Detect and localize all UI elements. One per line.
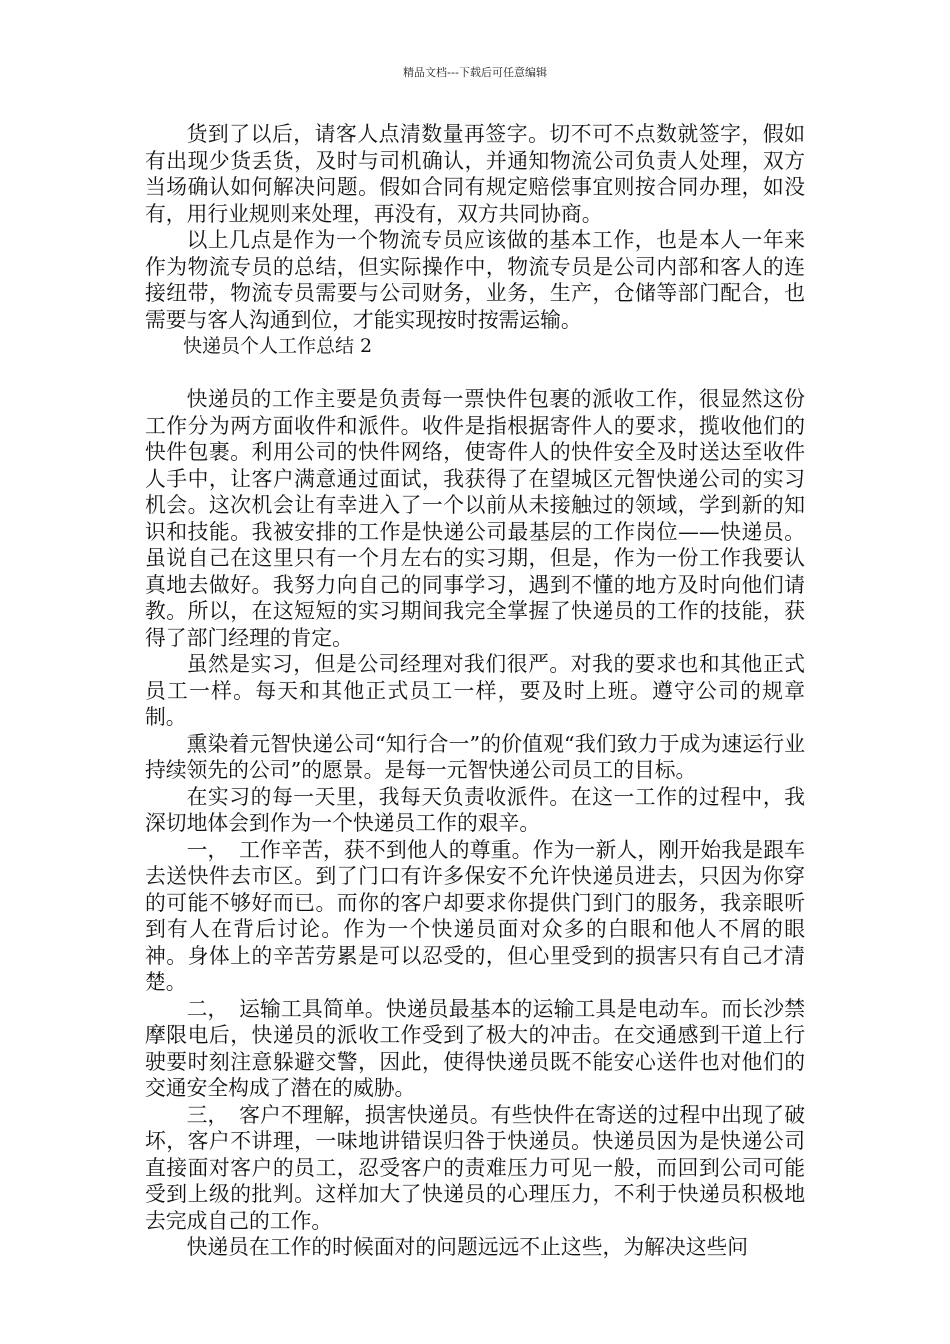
paragraph-internship: 虽然是实习，但是公司经理对我们很严。对我的要求也和其他正式员工一样。每天和其他正式员工一样，要及时上班。遵守公司的规章制。 [145,652,805,729]
paragraph-point-one: 一， 工作辛苦，获不到他人的尊重。作为一新人，刚开始我是跟车去送快件去市区。到了门口有许多保安不允许快递员进去，只因为你穿的可能不够好而已。而你的客户却要求你提供门到门的服务，我亲眼听到有人在背后讨论。作为一个快递员面对众多的白眼和他人不屑的眼神。身体上的辛苦劳累是可以忍受的，但心里受到的损害只有自己才清楚。 [145,837,805,994]
paragraph-point-two: 二， 运输工具简单。快递员最基本的运输工具是电动车。而长沙禁摩限电后，快递员的派收工作受到了极大的冲击。在交通感到干道上行驶要时刻注意躲避交警，因此，使得快递员既不能安心送件也对他们的交通安全构成了潜在的威胁。 [145,996,805,1100]
paragraph-values: 熏染着元智快递公司“知行合一”的价值观“我们致力于成为速运行业持续领先的公司”的愿景。是每一元智快递公司员工的目标。 [145,731,805,782]
document-body [145,121,805,1261]
paragraph-logistics-summary: 以上几点是作为一个物流专员应该做的基本工作，也是本人一年来作为物流专员的总结，但实际操作中，物流专员是公司内部和客人的连接纽带，物流专员需要与公司财务，业务，生产，仓储等部门配合，也需要与客人沟通到位，才能实现按时按需运输。 [145,228,805,332]
paragraph-daily-work: 在实习的每一天里，我每天负责收派件。在这一工作的过程中，我深切地体会到作为一个快递员工作的艰辛。 [145,784,805,835]
section-heading: 快递员个人工作总结 2 [183,335,373,357]
paragraph-delivery-check: 货到了以后，请客人点清数量再签字。切不可不点数就签字，假如有出现少货丢货，及时与司机确认，并通知物流公司负责人处理，双方当场确认如何解决问题。假如合同有规定赔偿事宜则按合同办理，如没有，用行业规则来处理，再没有，双方共同协商。 [145,122,805,226]
blank-line [145,360,805,387]
paragraph-courier-intro: 快递员的工作主要是负责每一票快件包裹的派收工作，很显然这份工作分为两方面收件和派件。收件是指根据寄件人的要求，揽收他们的快件包裹。利用公司的快件网络，使寄件人的快件安全及时送达至收件人手中，让客户满意通过面试，我获得了在望城区元智快递公司的实习机会。这次机会让有幸进入了一个以前从未接触过的领域，学到新的知识和技能。我被安排的工作是快递公司最基层的工作岗位——快递员。虽说自己在这里只有一个月左右的实习期，但是，作为一份工作我要认真地去做好。我努力向自己的同事学习，遇到不懂的地方及时向他们请教。所以，在这短短的实习期间我完全掌握了快递员的工作的技能，获得了部门经理的肯定。 [145,387,805,650]
paragraph-point-three: 三， 客户不理解，损害快递员。有些快件在寄送的过程中出现了破坏，客户不讲理，一味地讲错误归咎于快递员。快递员因为是快递公司直接面对客户的员工，忍受客户的责难压力可见一般，而回到公司可能受到上级的批判。这样加大了快递员的心理压力，不利于快递员积极地去完成自己的工作。 [145,1102,805,1233]
page-header: 精品文档---下载后可任意编辑 [403,66,547,79]
paragraph-closing: 快递员在工作的时候面对的问题远远不止这些，为解决这些问 [186,1235,749,1259]
